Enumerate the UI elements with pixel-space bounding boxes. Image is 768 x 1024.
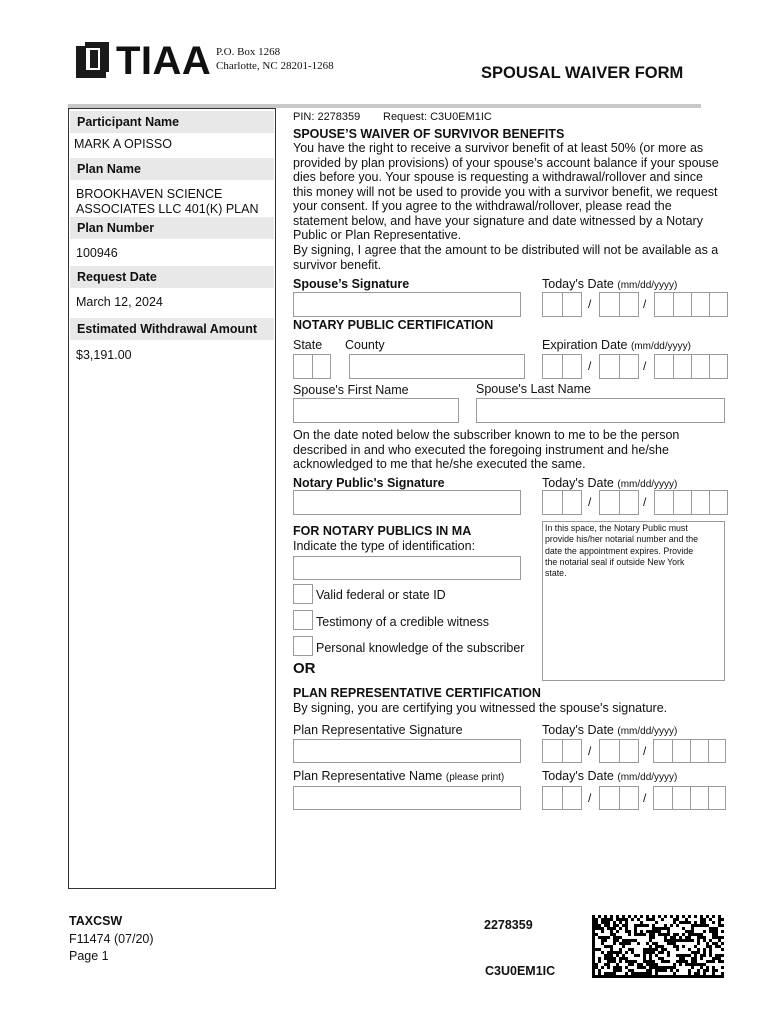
plan-rep-signature-field[interactable] — [293, 739, 521, 763]
expiration-date-label — [542, 338, 691, 352]
ma-heading: FOR NOTARY PUBLICS IN MA — [293, 524, 472, 538]
notary-date-year[interactable] — [654, 490, 728, 515]
mailing-address — [216, 45, 334, 73]
state-field[interactable] — [293, 354, 331, 379]
plan-rep-signature-label: Plan Representative Signature — [293, 723, 463, 737]
date-slash: / — [588, 359, 592, 373]
id-option-valid-id-checkbox[interactable] — [293, 584, 313, 604]
spouse-last-name-label: Spouse's Last Name — [476, 382, 591, 396]
notary-todays-date-label — [542, 476, 677, 490]
notary-date-field[interactable] — [542, 490, 728, 515]
plan-name-value — [76, 187, 258, 217]
request-date-label: Request Date — [70, 266, 274, 288]
form-number: F11474 (07/20) — [69, 932, 154, 946]
spouse-first-name-field[interactable] — [293, 398, 459, 423]
please-print-hint: (please print) — [445, 772, 505, 783]
waiver-line: Public or Plan Representative. — [293, 228, 462, 242]
or-label: OR — [293, 660, 316, 677]
county-label: County — [345, 338, 385, 352]
withdrawal-amount-value: $3,191.00 — [76, 348, 132, 362]
plan-rep-name-text: Plan Representative Name — [293, 769, 443, 783]
id-type-field[interactable] — [293, 556, 521, 580]
notary-date-month[interactable] — [542, 490, 582, 515]
date-slash: / — [643, 359, 647, 373]
todays-date-text: Today's Date — [542, 277, 614, 291]
notary-seal-note — [545, 523, 698, 579]
pin-text: PIN: 2278359 — [293, 111, 361, 123]
page-number: Page 1 — [69, 949, 109, 963]
spouse-date-field[interactable] — [542, 292, 728, 317]
plan-rep-name-field[interactable] — [293, 786, 521, 810]
expiration-day[interactable] — [599, 354, 639, 379]
barcode-icon — [592, 915, 725, 978]
form-title: SPOUSAL WAIVER FORM — [481, 64, 684, 82]
notary-line: acknowledged to me that he/she executed the same. — [293, 457, 586, 471]
id-option-valid-id-label: Valid federal or state ID — [316, 588, 446, 602]
waiver-heading: SPOUSE’S WAIVER OF SURVIVOR BENEFITS — [293, 127, 565, 141]
address-line2: Charlotte, NC 28201-1268 — [216, 60, 334, 72]
plan-number-label: Plan Number — [70, 217, 274, 239]
date-slash: / — [643, 495, 647, 509]
date-slash: / — [588, 791, 592, 805]
tiaa-logo — [76, 39, 212, 83]
waiver-paragraph — [293, 141, 733, 243]
date-format-hint: (mm/dd/yyyy) — [617, 726, 678, 737]
plan-number-value: 100946 — [76, 246, 118, 260]
plan-rep-heading: PLAN REPRESENTATIVE CERTIFICATION — [293, 686, 541, 700]
spouse-date-month[interactable] — [542, 292, 582, 317]
footer-pin: 2278359 — [484, 918, 533, 932]
date-slash: / — [643, 744, 647, 758]
id-option-personal-checkbox[interactable] — [293, 636, 313, 656]
plan-rep-sig-day[interactable] — [599, 739, 639, 763]
todays-date-text: Today's Date — [542, 476, 614, 490]
spouse-date-day[interactable] — [599, 292, 639, 317]
id-option-witness-checkbox[interactable] — [293, 610, 313, 630]
waiver-line: dies before you. Your spouse is requesting a withdrawal/rollover and since — [293, 170, 703, 184]
plan-rep-name-date-field[interactable] — [542, 786, 726, 810]
expiration-year[interactable] — [654, 354, 728, 379]
id-option-witness-label: Testimony of a credible witness — [316, 615, 489, 629]
spouse-signature-field[interactable] — [293, 292, 521, 317]
notary-paragraph — [293, 428, 713, 472]
agree-paragraph — [293, 243, 733, 272]
spouse-date-year[interactable] — [654, 292, 728, 317]
plan-rep-sig-month[interactable] — [542, 739, 582, 763]
spouse-last-name-field[interactable] — [476, 398, 725, 423]
notary-signature-label: Notary Public's Signature — [293, 476, 445, 490]
notary-heading: NOTARY PUBLIC CERTIFICATION — [293, 318, 494, 332]
plan-rep-name-day[interactable] — [599, 786, 639, 810]
note-line: provide his/her notarial number and the — [545, 534, 699, 545]
notary-line: On the date noted below the subscriber known to me to be the person — [293, 428, 680, 442]
date-slash: / — [588, 297, 592, 311]
expiration-date-field[interactable] — [542, 354, 728, 379]
date-slash: / — [588, 744, 592, 758]
tiaa-logo-mark-icon — [76, 40, 116, 82]
note-line: state. — [545, 568, 567, 579]
plan-rep-name-label — [293, 769, 504, 783]
plan-rep-name-date-label — [542, 769, 677, 783]
request-text: Request: C3U0EM1IC — [383, 111, 492, 123]
date-format-hint: (mm/dd/yyyy) — [617, 479, 678, 490]
plan-name-label: Plan Name — [70, 158, 274, 180]
address-line1: P.O. Box 1268 — [216, 46, 281, 58]
notary-date-day[interactable] — [599, 490, 639, 515]
date-slash: / — [643, 791, 647, 805]
date-format-hint: (mm/dd/yyyy) — [630, 341, 691, 352]
plan-name-line2: ASSOCIATES LLC 401(K) PLAN — [76, 202, 259, 216]
withdrawal-amount-label: Estimated Withdrawal Amount — [70, 318, 274, 340]
waiver-line: You have the right to receive a survivor benefit of at least 50% (or more as — [293, 141, 704, 155]
agree-line: By signing, I agree that the amount to be distributed will not be available as a — [293, 243, 719, 257]
footer-request-code: C3U0EM1IC — [485, 964, 556, 978]
agree-line: survivor benefit. — [293, 257, 382, 272]
note-line: the notarial seal if outside New York — [545, 556, 685, 567]
county-field[interactable] — [349, 354, 525, 379]
participant-name-value: MARK A OPISSO — [74, 137, 172, 151]
spouse-signature-label: Spouse’s Signature — [293, 277, 410, 291]
date-slash: / — [643, 297, 647, 311]
request-date-value: March 12, 2024 — [76, 295, 163, 309]
waiver-line: this money will not be used to provide you with a survivor benefit, we request — [293, 184, 718, 199]
plan-rep-sig-year[interactable] — [653, 739, 726, 763]
waiver-line: provided by plan provisions) of your spouse’s account balance if your spouse — [293, 155, 719, 170]
plan-rep-name-month[interactable] — [542, 786, 582, 810]
note-line: date the appointment expires. Provide — [545, 545, 694, 556]
expiration-text: Expiration Date — [542, 338, 628, 352]
id-type-label: Indicate the type of identification: — [293, 539, 476, 553]
form-code: TAXCSW — [69, 914, 123, 928]
plan-rep-sig-date-field[interactable] — [542, 739, 726, 763]
plan-name-line1: BROOKHAVEN SCIENCE — [76, 187, 223, 201]
todays-date-text: Today's Date — [542, 769, 614, 783]
waiver-line: statement below, and have your signature and date witnessed by a Notary — [293, 213, 703, 228]
state-label: State — [293, 338, 323, 352]
notary-seal-area[interactable] — [542, 521, 725, 681]
note-line: In this space, the Notary Public must — [545, 523, 688, 533]
spouse-first-name-label: Spouse's First Name — [293, 383, 409, 397]
spouse-todays-date-label — [542, 277, 677, 291]
notary-signature-field[interactable] — [293, 490, 521, 515]
date-format-hint: (mm/dd/yyyy) — [617, 280, 678, 291]
id-option-personal-label: Personal knowledge of the subscriber — [316, 641, 525, 655]
todays-date-text: Today's Date — [542, 723, 614, 737]
plan-rep-sig-date-label — [542, 723, 677, 737]
participant-name-label: Participant Name — [70, 111, 274, 133]
plan-rep-name-year[interactable] — [653, 786, 726, 810]
expiration-month[interactable] — [542, 354, 582, 379]
logo-text: TIAA — [116, 39, 212, 83]
plan-rep-text: By signing, you are certifying you witnessed the spouse's signature. — [293, 701, 668, 715]
waiver-line: your consent. If you agree to the withdrawal/rollover, please read the — [293, 199, 672, 213]
notary-line: described in and who executed the foregoing instrument and he/she — [293, 442, 669, 457]
date-format-hint: (mm/dd/yyyy) — [617, 772, 678, 783]
date-slash: / — [588, 495, 592, 509]
